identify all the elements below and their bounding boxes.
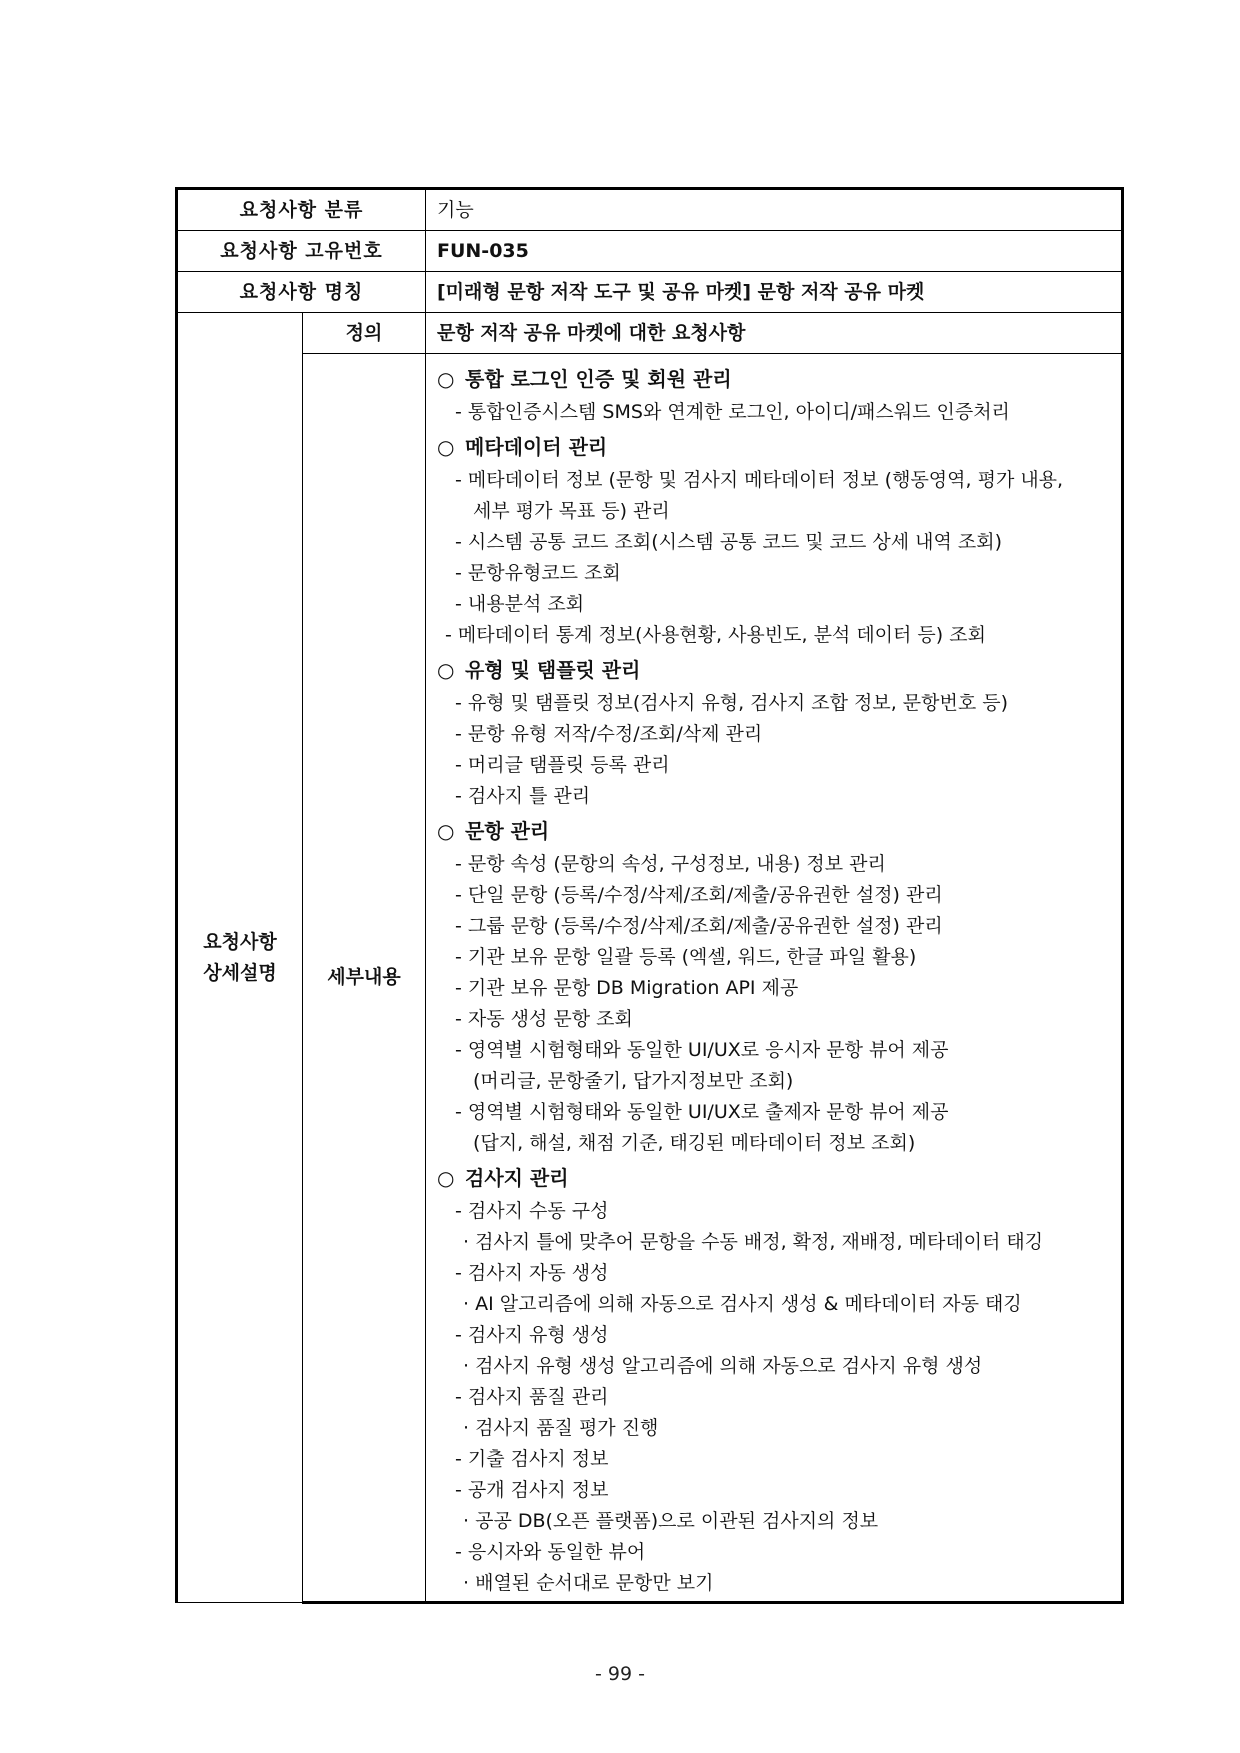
detail-item-text: 공개 검사지 정보 (467, 1479, 609, 1501)
category-value: 기능 (426, 189, 1123, 231)
detail-item-text: 검사지 틀 관리 (467, 785, 591, 807)
detail-item-text: 시스템 공통 코드 조회(시스템 공통 코드 및 코드 상세 내역 조회) (467, 531, 1002, 553)
circle-bullet-icon: ○ (437, 1166, 455, 1190)
detail-item (437, 750, 1111, 781)
detail-item-text: 검사지 품질 평가 진행 (475, 1417, 659, 1439)
detail-item (437, 849, 1111, 880)
id-label: 요청사항 고유번호 (177, 231, 426, 272)
detail-item (437, 1289, 1111, 1320)
detail-item-text: 문항유형코드 조회 (467, 562, 621, 584)
detail-item (437, 589, 1111, 620)
detail-description-label (177, 313, 303, 1603)
detail-item (437, 620, 1111, 651)
detail-item (437, 1475, 1111, 1506)
detail-item-text: 공공 DB(오픈 플랫폼)으로 이관된 검사지의 정보 (475, 1510, 879, 1532)
detail-item (437, 942, 1111, 973)
id-row (177, 231, 1123, 272)
circle-bullet-icon: ○ (437, 819, 455, 843)
detail-item-text: 검사지 자동 생성 (467, 1262, 609, 1284)
detail-item-text: (답지, 해설, 채점 기준, 태깅된 메타데이터 정보 조회) (473, 1132, 916, 1154)
content-label: 세부내용 (303, 354, 426, 1603)
category-row (177, 189, 1123, 231)
section-title-text: 문항 관리 (465, 819, 550, 843)
definition-label: 정의 (303, 313, 426, 354)
detail-item (437, 465, 1111, 496)
detail-item (437, 1506, 1111, 1537)
detail-item (437, 1066, 1111, 1097)
detail-item (437, 1568, 1111, 1599)
detail-content (426, 354, 1123, 1603)
section-title-text: 통합 로그인 인증 및 회원 관리 (465, 367, 732, 391)
detail-item (437, 527, 1111, 558)
detail-item (437, 1320, 1111, 1351)
circle-bullet-icon: ○ (437, 367, 455, 391)
detail-item-text: 단일 문항 (등록/수정/삭제/조회/제출/공유권한 설정) 관리 (467, 884, 943, 906)
detail-item (437, 1351, 1111, 1382)
detail-item (437, 1097, 1111, 1128)
name-label: 요청사항 명칭 (177, 272, 426, 313)
detail-item-text: 유형 및 탬플릿 정보(검사지 유형, 검사지 조합 정보, 문항번호 등) (467, 692, 1009, 714)
detail-item-text: 메타데이터 통계 정보(사용현황, 사용빈도, 분석 데이터 등) 조회 (457, 624, 986, 646)
circle-bullet-icon: ○ (437, 435, 455, 459)
detail-item-text: 세부 평가 목표 등) 관리 (473, 500, 670, 522)
detail-label-line1: 요청사항 (203, 930, 277, 953)
detail-item (437, 397, 1111, 428)
detail-item (437, 1382, 1111, 1413)
name-row (177, 272, 1123, 313)
detail-item-text: 검사지 품질 관리 (467, 1386, 609, 1408)
detail-item-text: 영역별 시험형태와 동일한 UI/UX로 출제자 문항 뷰어 제공 (467, 1101, 949, 1123)
section-title (437, 430, 1111, 465)
section-title (437, 653, 1111, 688)
detail-item-text: 기관 보유 문항 DB Migration API 제공 (467, 977, 799, 999)
detail-item-text: 검사지 수동 구성 (467, 1200, 609, 1222)
detail-item (437, 558, 1111, 589)
detail-item (437, 719, 1111, 750)
detail-item-text: 문항 유형 저작/수정/조회/삭제 관리 (467, 723, 763, 745)
detail-label-line2: 상세설명 (203, 961, 277, 984)
detail-item-text: 배열된 순서대로 문항만 보기 (475, 1572, 714, 1594)
section-title-text: 검사지 관리 (465, 1166, 569, 1190)
detail-item-text: 자동 생성 문항 조회 (467, 1008, 633, 1030)
id-value: FUN-035 (426, 231, 1123, 272)
detail-item (437, 1128, 1111, 1159)
page-number: - 99 - (595, 1663, 645, 1685)
detail-item (437, 688, 1111, 719)
detail-item-text: 응시자와 동일한 뷰어 (467, 1541, 646, 1563)
definition-value: 문항 저작 공유 마켓에 대한 요청사항 (426, 313, 1123, 354)
detail-item (437, 911, 1111, 942)
name-value: [미래형 문항 저작 도구 및 공유 마켓] 문항 저작 공유 마켓 (426, 272, 1123, 313)
detail-item-text: 머리글 탬플릿 등록 관리 (467, 754, 670, 776)
section-title (437, 814, 1111, 849)
section-title-text: 메타데이터 관리 (465, 435, 608, 459)
detail-item (437, 1258, 1111, 1289)
section-title (437, 1161, 1111, 1196)
detail-item (437, 1004, 1111, 1035)
detail-item (437, 880, 1111, 911)
requirement-spec-table (175, 187, 1124, 1604)
circle-bullet-icon: ○ (437, 658, 455, 682)
detail-item (437, 781, 1111, 812)
detail-item (437, 1444, 1111, 1475)
category-label: 요청사항 분류 (177, 189, 426, 231)
detail-item (437, 973, 1111, 1004)
detail-item-text: (머리글, 문항줄기, 답가지정보만 조회) (473, 1070, 794, 1092)
detail-item-text: 검사지 유형 생성 알고리즘에 의해 자동으로 검사지 유형 생성 (475, 1355, 983, 1377)
definition-row (177, 313, 1123, 354)
content-row (177, 354, 1123, 1603)
detail-item (437, 1413, 1111, 1444)
section-title (437, 362, 1111, 397)
section-title-text: 유형 및 탬플릿 관리 (465, 658, 641, 682)
detail-item-text: 메타데이터 정보 (문항 및 검사지 메타데이터 정보 (행동영역, 평가 내용, (467, 469, 1064, 491)
detail-item-text: 검사지 유형 생성 (467, 1324, 609, 1346)
detail-item (437, 1196, 1111, 1227)
detail-item (437, 1035, 1111, 1066)
detail-item (437, 496, 1111, 527)
detail-item-text: 통합인증시스템 SMS와 연계한 로그인, 아이디/패스워드 인증처리 (467, 401, 1010, 423)
detail-item-text: AI 알고리즘에 의해 자동으로 검사지 생성 & 메타데이터 자동 태깅 (475, 1293, 1022, 1315)
detail-item-text: 그룹 문항 (등록/수정/삭제/조회/제출/공유권한 설정) 관리 (467, 915, 943, 937)
detail-item-text: 내용분석 조회 (467, 593, 585, 615)
detail-item (437, 1227, 1111, 1258)
detail-item (437, 1537, 1111, 1568)
detail-item-text: 검사지 틀에 맞추어 문항을 수동 배정, 확정, 재배정, 메타데이터 태깅 (475, 1231, 1044, 1253)
detail-item-text: 문항 속성 (문항의 속성, 구성정보, 내용) 정보 관리 (467, 853, 886, 875)
detail-item-text: 기출 검사지 정보 (467, 1448, 609, 1470)
detail-item-text: 기관 보유 문항 일괄 등록 (엑셀, 워드, 한글 파일 활용) (467, 946, 917, 968)
detail-item-text: 영역별 시험형태와 동일한 UI/UX로 응시자 문항 뷰어 제공 (467, 1039, 949, 1061)
